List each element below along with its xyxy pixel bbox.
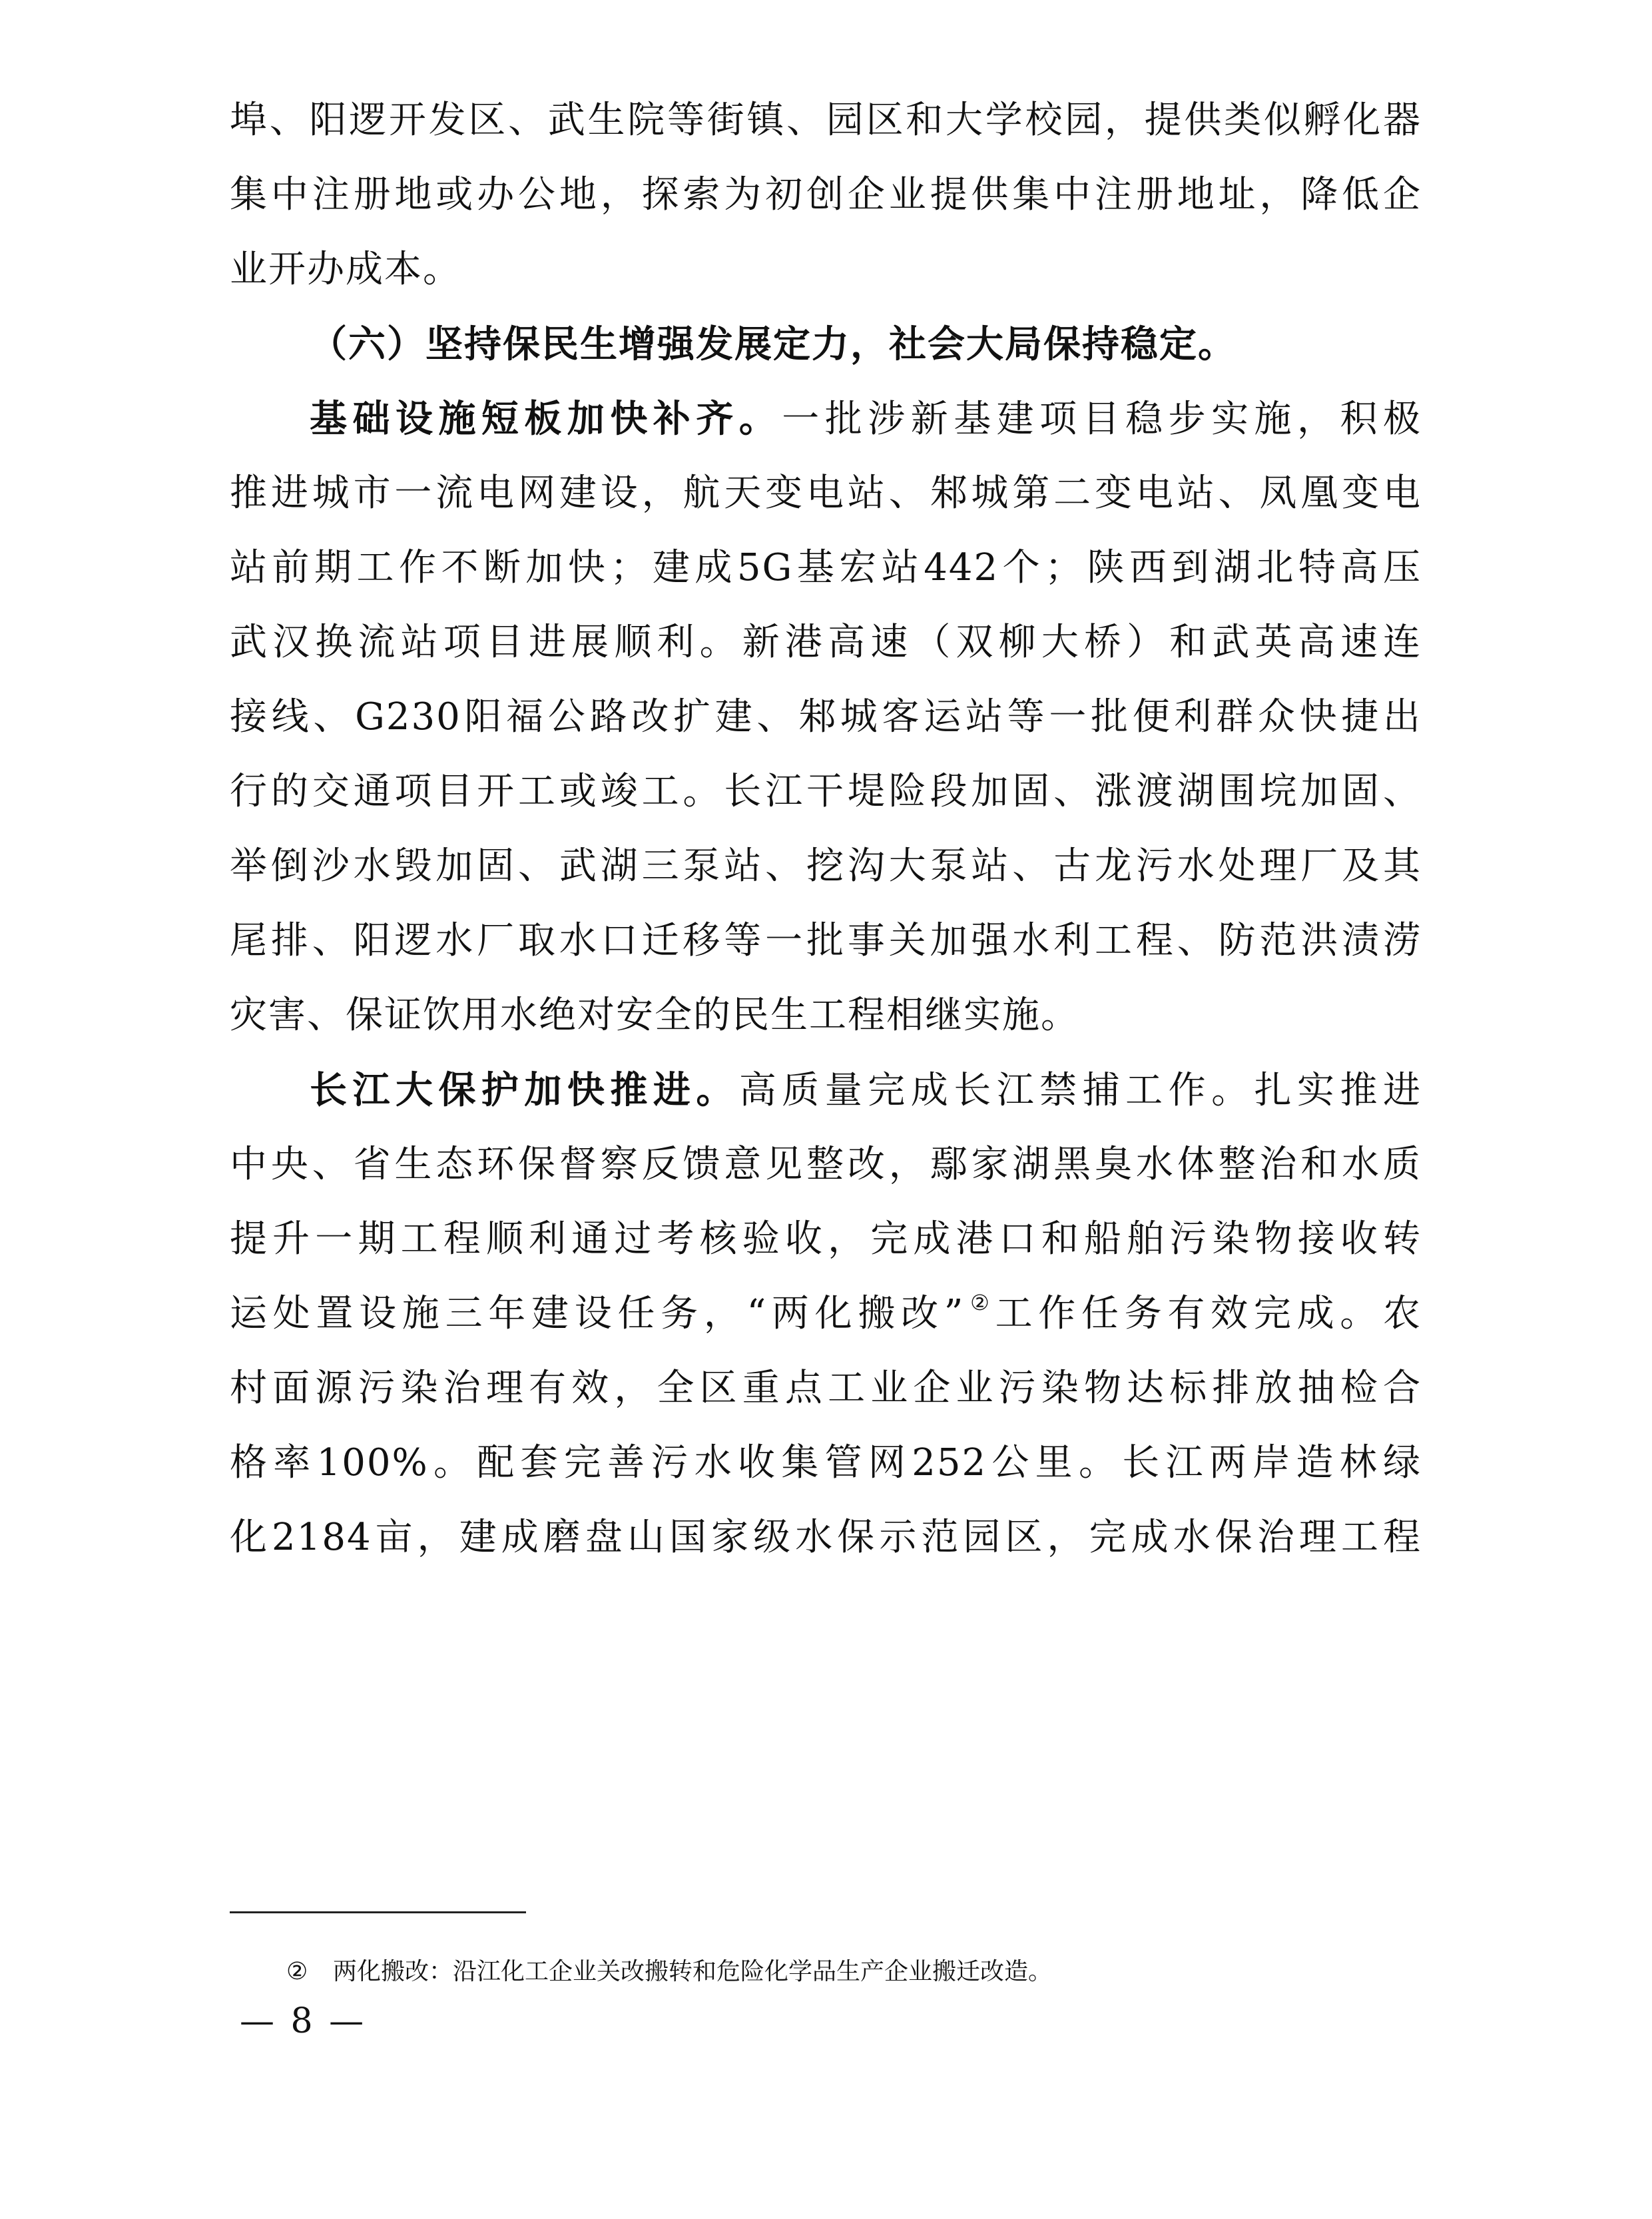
paragraph-text: 一批涉新基建项目稳步实施，积极 [782, 398, 1422, 441]
body-line: 站前期工作不断加快；建成5G基宏站442个；陕西到湖北特高压 [230, 546, 1422, 589]
line-text: 工作任务有效完成。农 [995, 1292, 1422, 1335]
page-number: — 8 — [240, 2001, 367, 2041]
body-line: 尾排、阳逻水厂取水口迁移等一批事关加强水利工程、防范洪渍涝 [230, 919, 1422, 962]
body-line: 接线、G230阳福公路改扩建、邾城客运站等一批便利群众快捷出 [230, 695, 1422, 739]
body-line: 中央、省生态环保督察反馈意见整改，鄢家湖黑臭水体整治和水质 [230, 1143, 1422, 1186]
footnote-reference: ② [965, 1290, 994, 1315]
footnote [286, 1954, 1418, 1990]
body-line: 埠、阳逻开发区、武生院等街镇、园区和大学校园，提供类似孵化器 [230, 99, 1422, 142]
body-line: 举倒沙水毁加固、武湖三泵站、挖沟大泵站、古龙污水处理厂及其 [230, 844, 1422, 888]
line-text: 运处置设施三年建设任务，“两化搬改” [230, 1292, 965, 1335]
body-line: 业开办成本。 [230, 248, 461, 291]
body-line [310, 1064, 1422, 1116]
body-line: 行的交通项目开工或竣工。长江干堤险段加固、涨渡湖围垸加固、 [230, 770, 1422, 813]
body-line: 化2184亩，建成磨盘山国家级水保示范园区，完成水保治理工程 [230, 1516, 1422, 1559]
body-line: 推进城市一流电网建设，航天变电站、邾城第二变电站、凤凰变电 [230, 472, 1422, 515]
body-line: 灾害、保证饮用水绝对安全的民生工程相继实施。 [230, 994, 1079, 1037]
body-line: 武汉换流站项目进展顺利。新港高速（双柳大桥）和武英高速连 [230, 621, 1422, 664]
body-line [230, 1288, 1422, 1340]
body-line: 提升一期工程顺利通过考核验收，完成港口和船舶污染物接收转 [230, 1217, 1422, 1261]
body-line [310, 393, 1422, 445]
footnote-mark: ② [286, 1958, 308, 1985]
paragraph-lead: 基础设施短板加快补齐。 [310, 397, 782, 441]
footnote-text: 两化搬改：沿江化工企业关改搬转和危险化学品生产企业搬迁改造。 [333, 1958, 1053, 1985]
paragraph-lead: 长江大保护加快推进。 [310, 1068, 739, 1112]
footnote-divider [230, 1911, 526, 1913]
body-line: 村面源污染治理有效，全区重点工业企业污染物达标排放抽检合 [230, 1367, 1422, 1410]
body-line: 集中注册地或办公地，探索为初创企业提供集中注册地址，降低企 [230, 173, 1422, 216]
paragraph-text: 高质量完成长江禁捕工作。扎实推进 [738, 1069, 1422, 1112]
section-heading: （六）坚持保民生增强发展定力，社会大局保持稳定。 [310, 322, 1237, 366]
body-line: 格率100%。配套完善污水收集管网252公里。长江两岸造林绿 [230, 1441, 1422, 1484]
